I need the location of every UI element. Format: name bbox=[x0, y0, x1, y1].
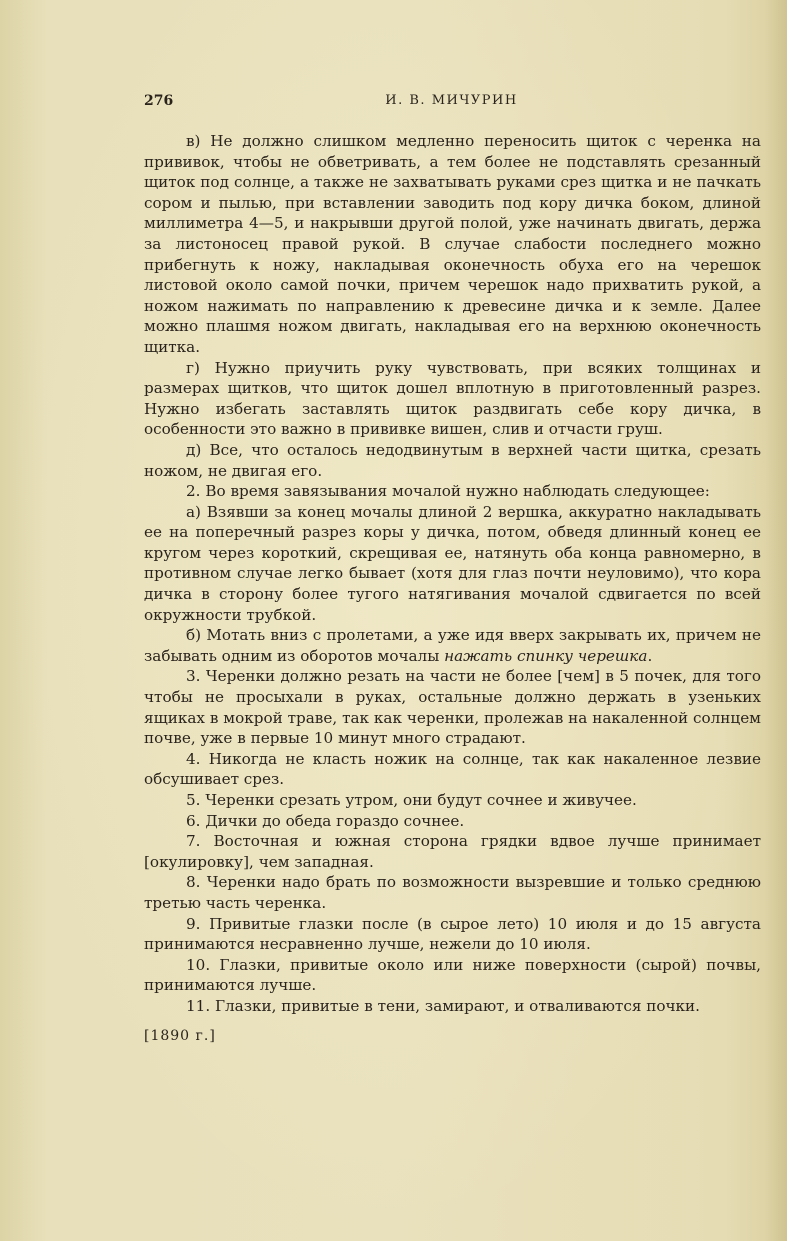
paragraph: 11. Глазки, привитые в тени, замирают, и отваливаются почки. bbox=[186, 996, 701, 1015]
paragraph: 9. Привитые глазки после (в сырое лето) 10 июля и до 15 августа принимаются несравненно лучше, нежели до 10 июля. bbox=[144, 914, 761, 954]
paragraph: 10. Глазки, привитые около или ниже поверхности (сырой) почвы, принимаются лучше. bbox=[144, 955, 761, 995]
emphasized-phrase: нажать спинку черешка bbox=[444, 646, 648, 665]
paragraph-tail: . bbox=[647, 646, 653, 665]
paragraph: 3. Черенки должно резать на части не более [чем] в 5 почек, для того чтобы не просыхали в руках, остальные должно держать в узеньких ящиках в мокрой траве, так как черенки, пролежав на накаленной солнцем почве, уже в первые 10 минут много страдают. bbox=[144, 667, 761, 748]
page-edge-shadow bbox=[765, 0, 787, 1241]
paragraph: 8. Черенки надо брать по возможности вызревшие и только среднюю третью часть черенка. bbox=[144, 873, 761, 912]
paragraph: г) Нужно приучить руку чувствовать, при всяких толщинах и размерах щитков, что щиток дошел вплотную в приготовленный разрез. Нужно избегать заставлять щиток раздвигать себе кору дичка, в особенности это важно в прививке вишен, слив и отчасти груш. bbox=[144, 358, 761, 439]
paragraph: д) Все, что осталось недодвинутым в верхней части щитка, срезать ножом, не двигая его. bbox=[144, 440, 761, 480]
paragraph: 7. Восточная и южная сторона грядки вдвое лучше принимает [окулировку], чем западная. bbox=[144, 832, 761, 871]
paragraph: 2. Во время завязывания мочалой нужно наблюдать следующее: bbox=[186, 482, 710, 501]
paragraph: а) Взявши за конец мочалы длиной 2 вершка, аккуратно накладывать ее на поперечный разрез коры у дичка, потом, обведя длинный конец ее кругом через короткий, скрещивая ее, натянуть оба конца равномерно, в противном случае легко бывает (хотя для глаз почти неуловимо), что кора дичка в сторону более тугого натягивания мочалой сдвигается по всей окружности трубкой. bbox=[144, 502, 761, 624]
page-header bbox=[144, 93, 759, 115]
body-text bbox=[144, 131, 761, 1017]
paragraph: в) Не должно слишком медленно переносить щиток с черенка на прививок, чтобы не обветривать, а тем более не подставлять срезанный щиток под солнце, а также не захватывать руками срез щитка и не пачкать сором и пылью, при вставлении заводить под кору дичка боком, длиной миллиметра 4—5, и накрывши другой полой, уже начинать двигать, держа за листоносец правой рукой. В случае слабости последнего можно прибегнуть к ножу, накладывая оконечность обуха его на черешок листовой около самой почки, причем черешок надо прихватить рукой, а ножом нажимать по направлению к древесине дичка и к земле. Далее можно плашмя ножом двигать, накладывая его на верхнюю оконечность щитка. bbox=[144, 132, 761, 356]
paragraph-text: б) Мотать вниз с пролетами, а уже идя вверх закрывать их, причем не забывать одним из оборотов мочалы bbox=[144, 626, 761, 665]
date-note: [1890 г.] bbox=[144, 1028, 216, 1044]
paragraph: 4. Никогда не класть ножик на солнце, так как накаленное лезвие обсушивает срез. bbox=[144, 749, 761, 789]
paragraph: 6. Дички до обеда гораздо сочнее. bbox=[186, 811, 465, 830]
paragraph: 5. Черенки срезать утром, они будут сочнее и живучее. bbox=[186, 791, 637, 809]
running-head: И. В. МИЧУРИН bbox=[385, 93, 518, 108]
page-number: 276 bbox=[144, 93, 174, 109]
paragraph-with-emphasis bbox=[144, 625, 761, 666]
